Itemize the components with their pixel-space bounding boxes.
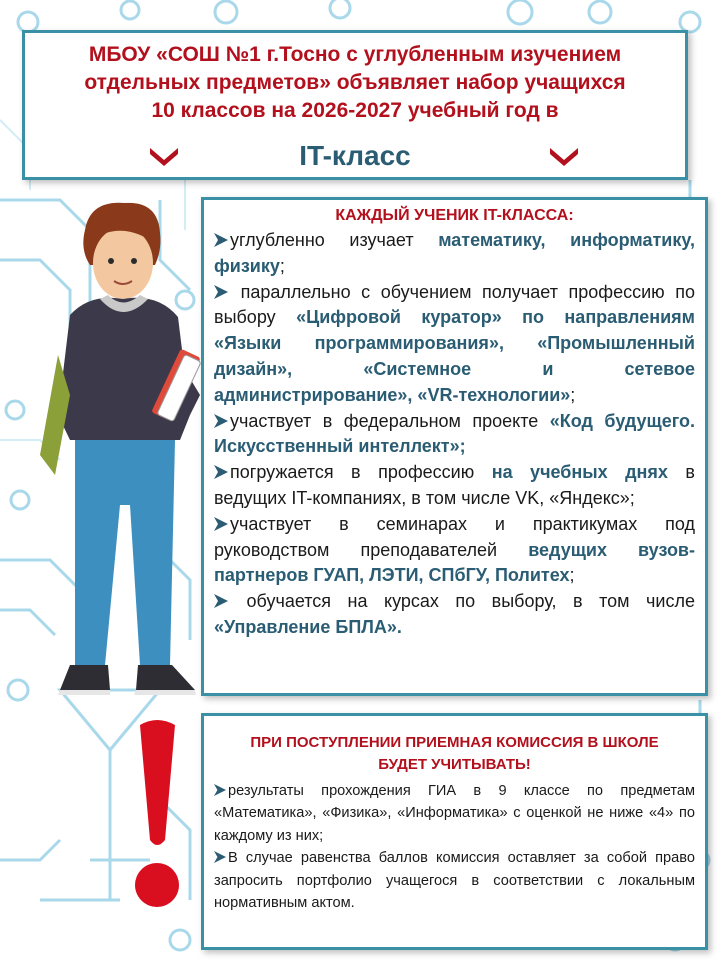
arrow-bullet-icon [214,465,228,479]
highlight-text: «Цифровой куратор» по направлениям «Языки программирования», «Промышленный дизайн», «Системное и сетевое администрирование», «VR-технологии» [214,307,695,405]
item-text: ; [570,384,576,405]
item-text: В случае равенства баллов комиссия оставляет за собой право запросить портфолио учащегося в соответствии с локальным нормативным актом. [214,850,695,912]
it-student-panel [201,197,708,696]
item-text: ; [279,255,285,276]
highlight-text: «Код будущего. Искусственный интеллект»; [214,410,695,457]
item-text: углубленно изучает [230,230,439,250]
student-illustration [30,195,210,715]
section2-title-line-2: БУДЕТ УЧИТЫВАТЬ! [378,756,531,773]
list-item [214,780,695,847]
item-text: участвует в семинарах и практикумах под руководством преподавателей [214,513,695,560]
chevron-down-icon [150,148,178,166]
arrow-bullet-icon [214,594,228,608]
header-line-1: МБОУ «СОШ №1 г.Тосно с углубленным изучением [88,43,622,66]
header-line-3: 10 классов на 2026-2027 учебный год в [151,99,559,122]
section1-title: КАЖДЫЙ УЧЕНИК IT-КЛАССА: [335,207,574,224]
highlight-text: «Управление БПЛА». [214,616,402,637]
item-text: погружается в профессию [230,462,492,483]
list-item [214,228,695,280]
highlight-text: ведущих вузов-партнеров ГУАП, ЛЭТИ, СПбГУ, Политех [214,539,695,586]
chevron-down-icon [550,148,578,166]
highlight-text: на учебных днях [491,462,668,483]
section2-title-line-1: ПРИ ПОСТУПЛЕНИИ ПРИЕМНАЯ КОМИССИЯ В ШКОЛЕ [250,734,659,751]
arrow-bullet-icon [214,517,228,531]
exclamation-icon [120,715,195,915]
list-item [214,847,695,914]
arrow-bullet-icon [214,233,228,247]
admission-panel [201,713,708,950]
arrow-bullet-icon [214,285,228,299]
item-text: ; [569,565,575,586]
item-text: результаты прохождения ГИА в 9 классе по предметам «Математика», «Физика», «Информатика» с оценкой не ниже «4» по каждому из них; [214,783,695,844]
list-item [214,280,695,409]
item-text: в ведущих IT-компаниях, в том числе VK, «Яндекс»; [214,462,695,508]
list-item [214,512,695,589]
item-text: участвует в федеральном проекте [230,410,550,431]
arrow-bullet-icon [214,784,226,796]
arrow-bullet-icon [214,851,226,863]
arrow-bullet-icon [214,414,228,428]
item-text: обучается на курсах по выбору, в том числе [230,591,695,612]
header-banner [22,30,688,180]
list-item [214,589,695,641]
header-line-2: отдельных предметов» объявляет набор учащихся [84,71,626,94]
it-class-title: IT-класс [299,140,411,171]
item-text: параллельно с обучением получает профессию по выбору [214,281,695,328]
section2-title [214,732,695,776]
list-item [214,409,695,461]
highlight-text: математику, информатику, физику [214,230,696,276]
list-item [214,460,695,512]
